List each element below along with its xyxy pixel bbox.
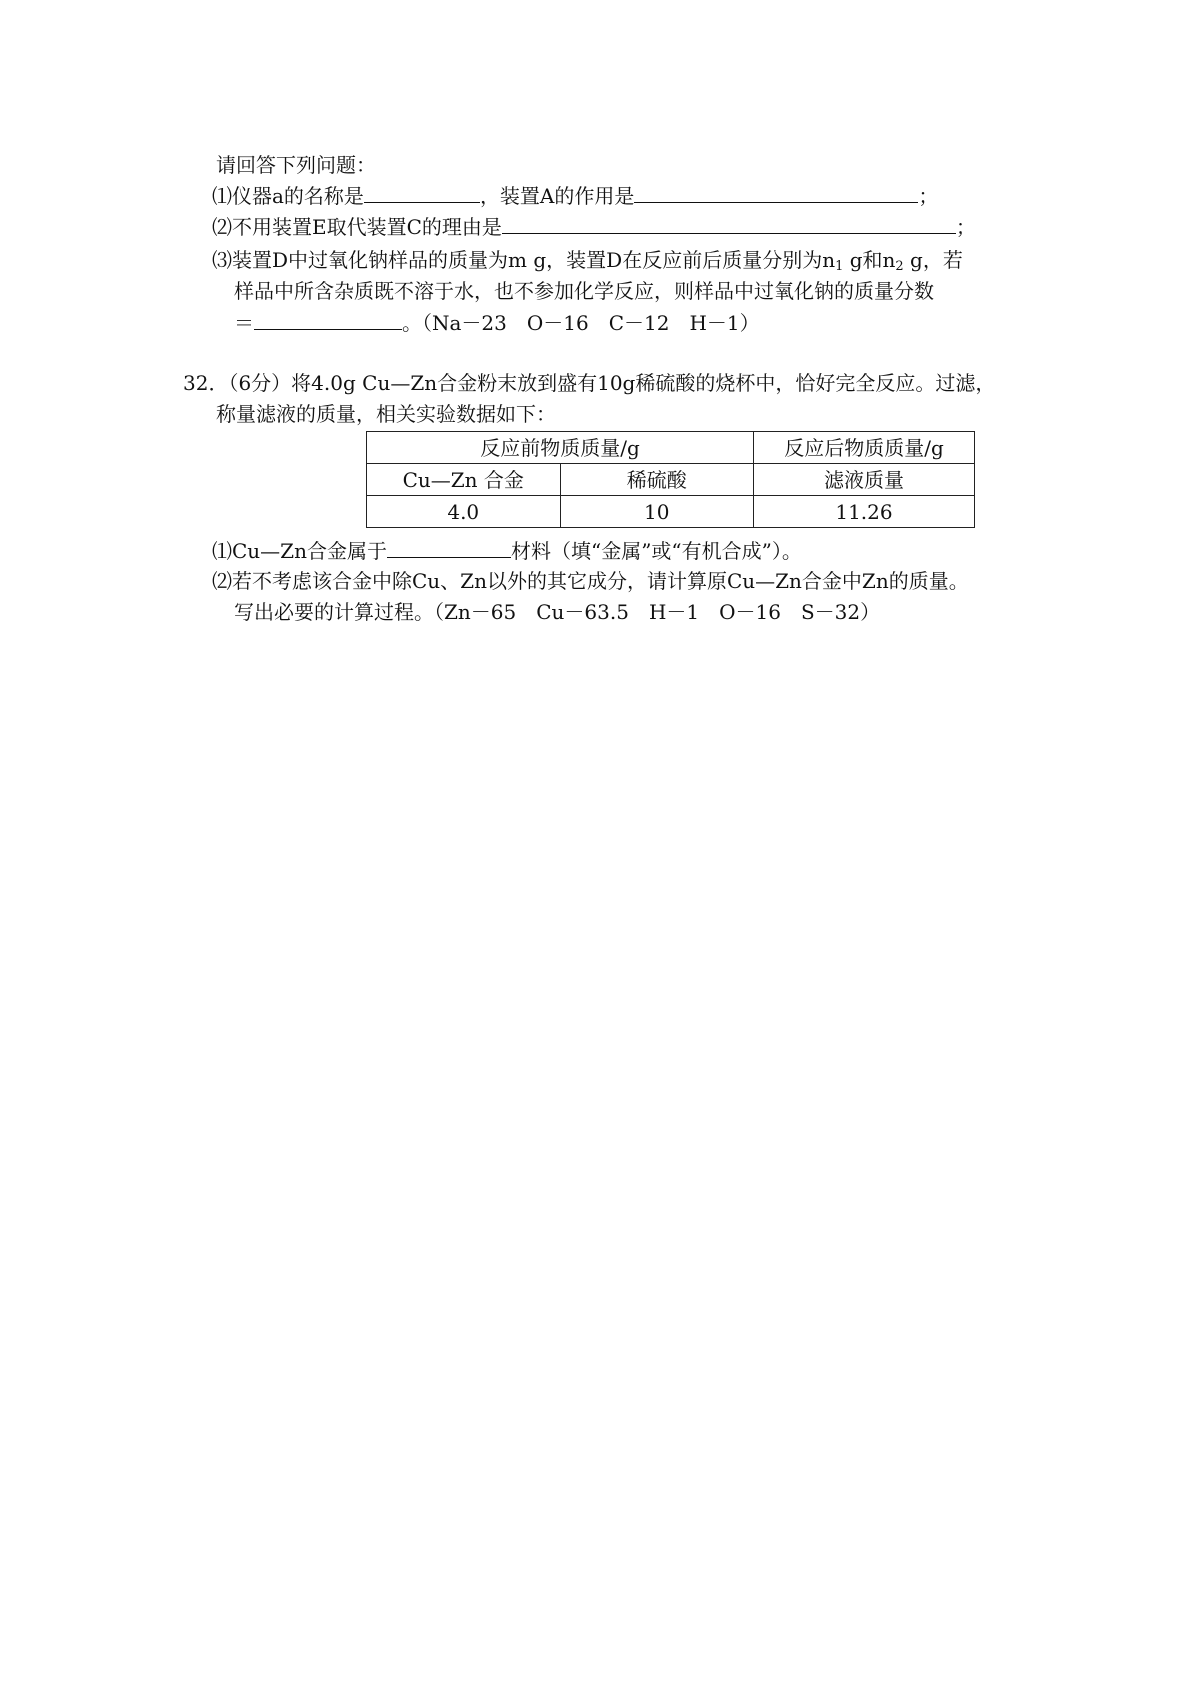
q32-item-2-line-1: ⑵若不考虑该合金中除Cu、Zn以外的其它成分，请计算原Cu—Zn合金中Zn的质量。 [212, 569, 969, 593]
answer-blank[interactable] [254, 307, 402, 330]
q32-item-1: ⑴Cu—Zn合金属于 材料（填“金属”或“有机合成”）。 [212, 535, 802, 565]
table-cell: 11.26 [754, 496, 975, 528]
q31-item-3-line-3: ＝ 。（Na－23 O－16 C－12 H－1） [234, 307, 760, 337]
table-row [367, 496, 975, 528]
table-cell: Cu—Zn 合金 [367, 464, 561, 496]
answer-blank[interactable] [502, 211, 956, 234]
answer-blank[interactable] [387, 535, 511, 558]
q31-item-2: ⑵不用装置E取代装置C的理由是 ； [212, 211, 976, 241]
q32-item-2-line-2: 写出必要的计算过程。（Zn－65 Cu－63.5 H－1 O－16 S－32） [234, 600, 881, 624]
q32-stem-line-1: 32．（6分）将4.0g Cu—Zn合金粉末放到盛有10g稀硫酸的烧杯中，恰好完全反应。过滤， [183, 371, 996, 395]
table-cell: 滤液质量 [754, 464, 975, 496]
q32-stem-line-2: 称量滤液的质量，相关实验数据如下： [216, 402, 556, 426]
table-cell: 4.0 [367, 496, 561, 528]
table-row [367, 432, 975, 464]
table-row [367, 464, 975, 496]
table-header-after: 反应后物质质量/g [754, 432, 975, 464]
table-header-before: 反应前物质质量/g [367, 432, 754, 464]
q31-item-3-line-1: ⑶装置D中过氧化钠样品的质量为m g，装置D在反应前后质量分别为$n_1$ g和$n_2$ g，若 [212, 248, 963, 274]
q31-prompt: 请回答下列问题： [216, 153, 376, 177]
q31-item-3-line-2: 样品中所含杂质既不溶于水，也不参加化学反应，则样品中过氧化钠的质量分数 [234, 279, 934, 303]
table-cell: 稀硫酸 [560, 464, 754, 496]
answer-blank[interactable] [364, 180, 480, 203]
table-cell: 10 [560, 496, 754, 528]
answer-blank[interactable] [634, 180, 918, 203]
q31-item-1: ⑴仪器a的名称是 ，装置A的作用是 ； [212, 180, 938, 210]
experiment-data-table [366, 431, 975, 528]
